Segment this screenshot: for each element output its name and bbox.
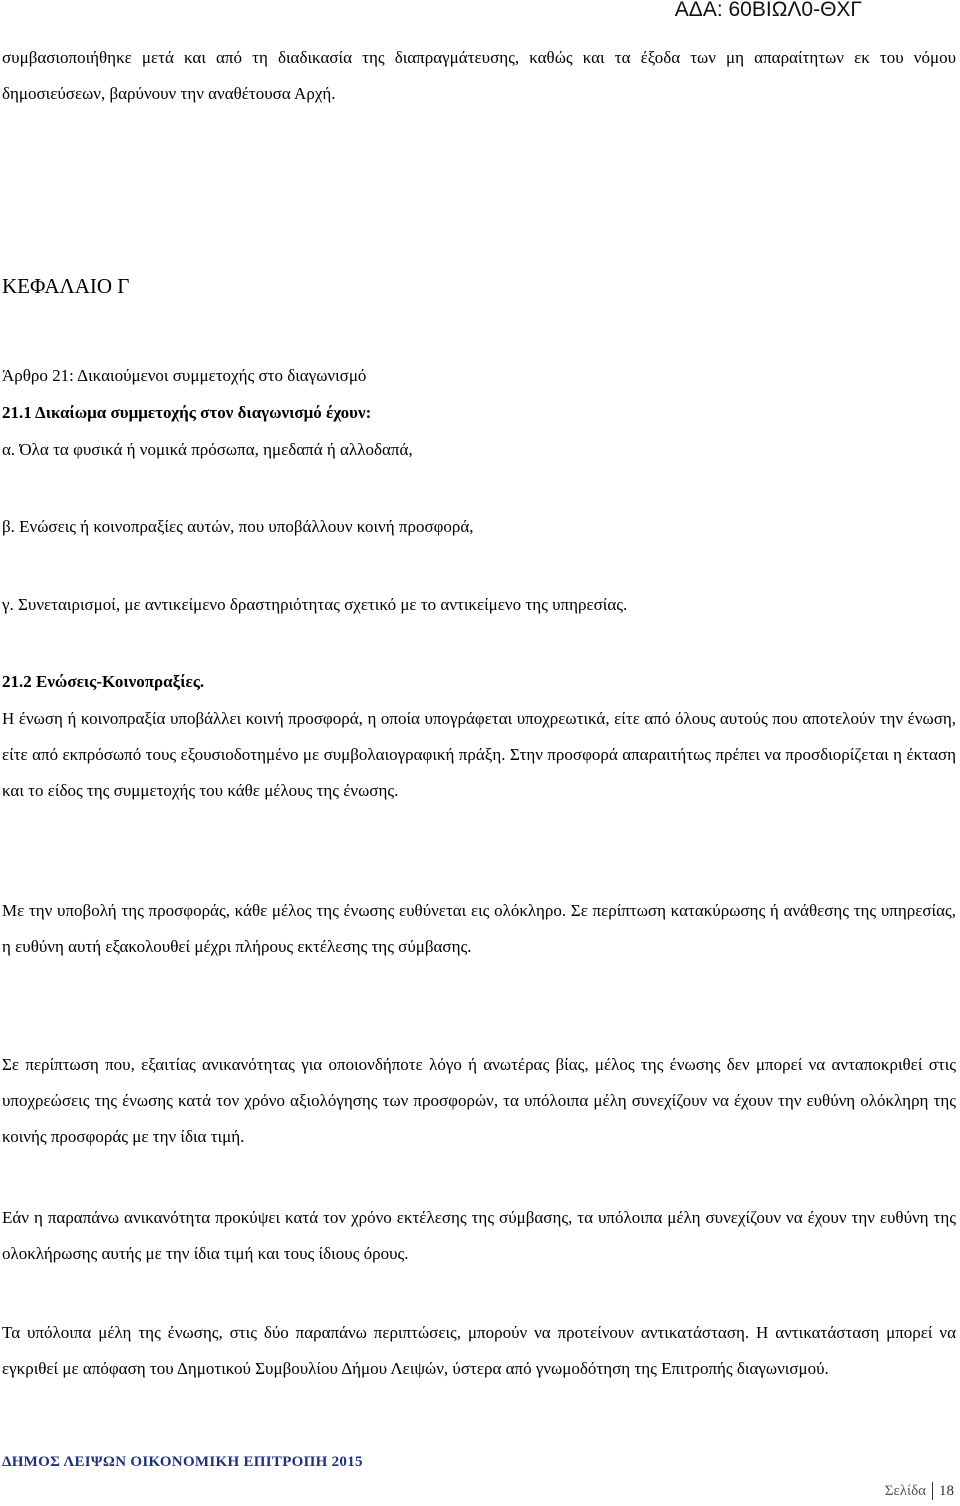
page-number: 18 (939, 1482, 954, 1499)
ada-code: ΑΔΑ: 60ΒΙΩΛ0-ΘΧΓ (674, 0, 862, 21)
section-21-2-title: 21.2 Ενώσεις-Κοινοπραξίες. (2, 672, 205, 691)
paragraph-5: Τα υπόλοιπα μέλη της ένωσης, στις δύο παραπάνω περιπτώσεις, μπορούν να προτείνουν αντικατάσταση. Η αντικατάσταση μπορεί να εγκριθεί με απόφαση του Δημοτικού Συμβουλίου Δήμου Λειψών, ύστερα από γνωμοδότηση της Επιτροπής διαγωνισμού. (2, 1323, 956, 1378)
paragraph-2: Με την υποβολή της προσφοράς, κάθε μέλος της ένωσης ευθύνεται εις ολόκληρο. Σε περίπτωση κατακύρωσης ή ανάθεσης της υπηρεσίας, η ευθύνη αυτή εξακολουθεί μέχρι πλήρους εκτέλεσης της σύμβασης. (2, 901, 956, 956)
list-item-b: β. Ενώσεις ή κοινοπραξίες αυτών, που υποβάλλουν κοινή προσφορά, (2, 517, 474, 536)
section-21-1-title: 21.1 Δικαίωμα συμμετοχής στον διαγωνισμό έχουν: (2, 403, 372, 422)
intro-paragraph: συμβασιοποιήθηκε μετά και από τη διαδικασία της διαπραγμάτευσης, καθώς και τα έξοδα των μη απαραίτητων εκ του νόμου δημοσιεύσεων, βαρύνουν την αναθέτουσα Αρχή. (2, 48, 956, 103)
chapter-title: ΚΕΦΑΛΑΙΟ Γ (2, 274, 130, 298)
paragraph-1: Η ένωση ή κοινοπραξία υποβάλλει κοινή προσφορά, η οποία υπογράφεται υποχρεωτικά, είτε από όλους αυτούς που αποτελούν την ένωση, είτε από εκπρόσωπό τους εξουσιοδοτημένο με συμβολαιογραφική πράξη. Στην προσφορά απαραιτήτως πρέπει να προσδιορίζεται η έκταση και το είδος της συμμετοχής του κάθε μέλους της ένωσης. (2, 709, 956, 800)
page-separator (932, 1482, 933, 1500)
article-title: Άρθρο 21: Δικαιούμενοι συμμετοχής στο διαγωνισμό (2, 366, 367, 385)
footer-organization: ΔΗΜΟΣ ΛΕΙΨΩΝ ΟΙΚΟΝΟΜΙΚΗ ΕΠΙΤΡΟΠΗ 2015 (2, 1454, 363, 1470)
page-footer (885, 1482, 954, 1500)
list-item-a: α. Όλα τα φυσικά ή νομικά πρόσωπα, ημεδαπά ή αλλοδαπά, (2, 440, 413, 459)
list-item-c: γ. Συνεταιρισμοί, με αντικείμενο δραστηριότητας σχετικό με το αντικείμενο της υπηρεσίας. (2, 595, 628, 614)
paragraph-4: Εάν η παραπάνω ανικανότητα προκύψει κατά τον χρόνο εκτέλεσης της σύμβασης, τα υπόλοιπα μέλη συνεχίζουν να έχουν την ευθύνη της ολοκλήρωσης αυτής με την ίδια τιμή και τους ίδιους όρους. (2, 1208, 956, 1263)
page-label: Σελίδα (884, 1482, 926, 1499)
paragraph-3: Σε περίπτωση που, εξαιτίας ανικανότητας για οποιονδήποτε λόγο ή ανωτέρας βίας, μέλος της ένωσης δεν μπορεί να ανταποκριθεί στις υποχρεώσεις της ένωσης κατά τον χρόνο αξιολόγησης των προσφορών, τα υπόλοιπα μέλη συνεχίζουν να έχουν την ευθύνη ολόκληρη της κοινής προσφοράς με την ίδια τιμή. (2, 1055, 956, 1146)
